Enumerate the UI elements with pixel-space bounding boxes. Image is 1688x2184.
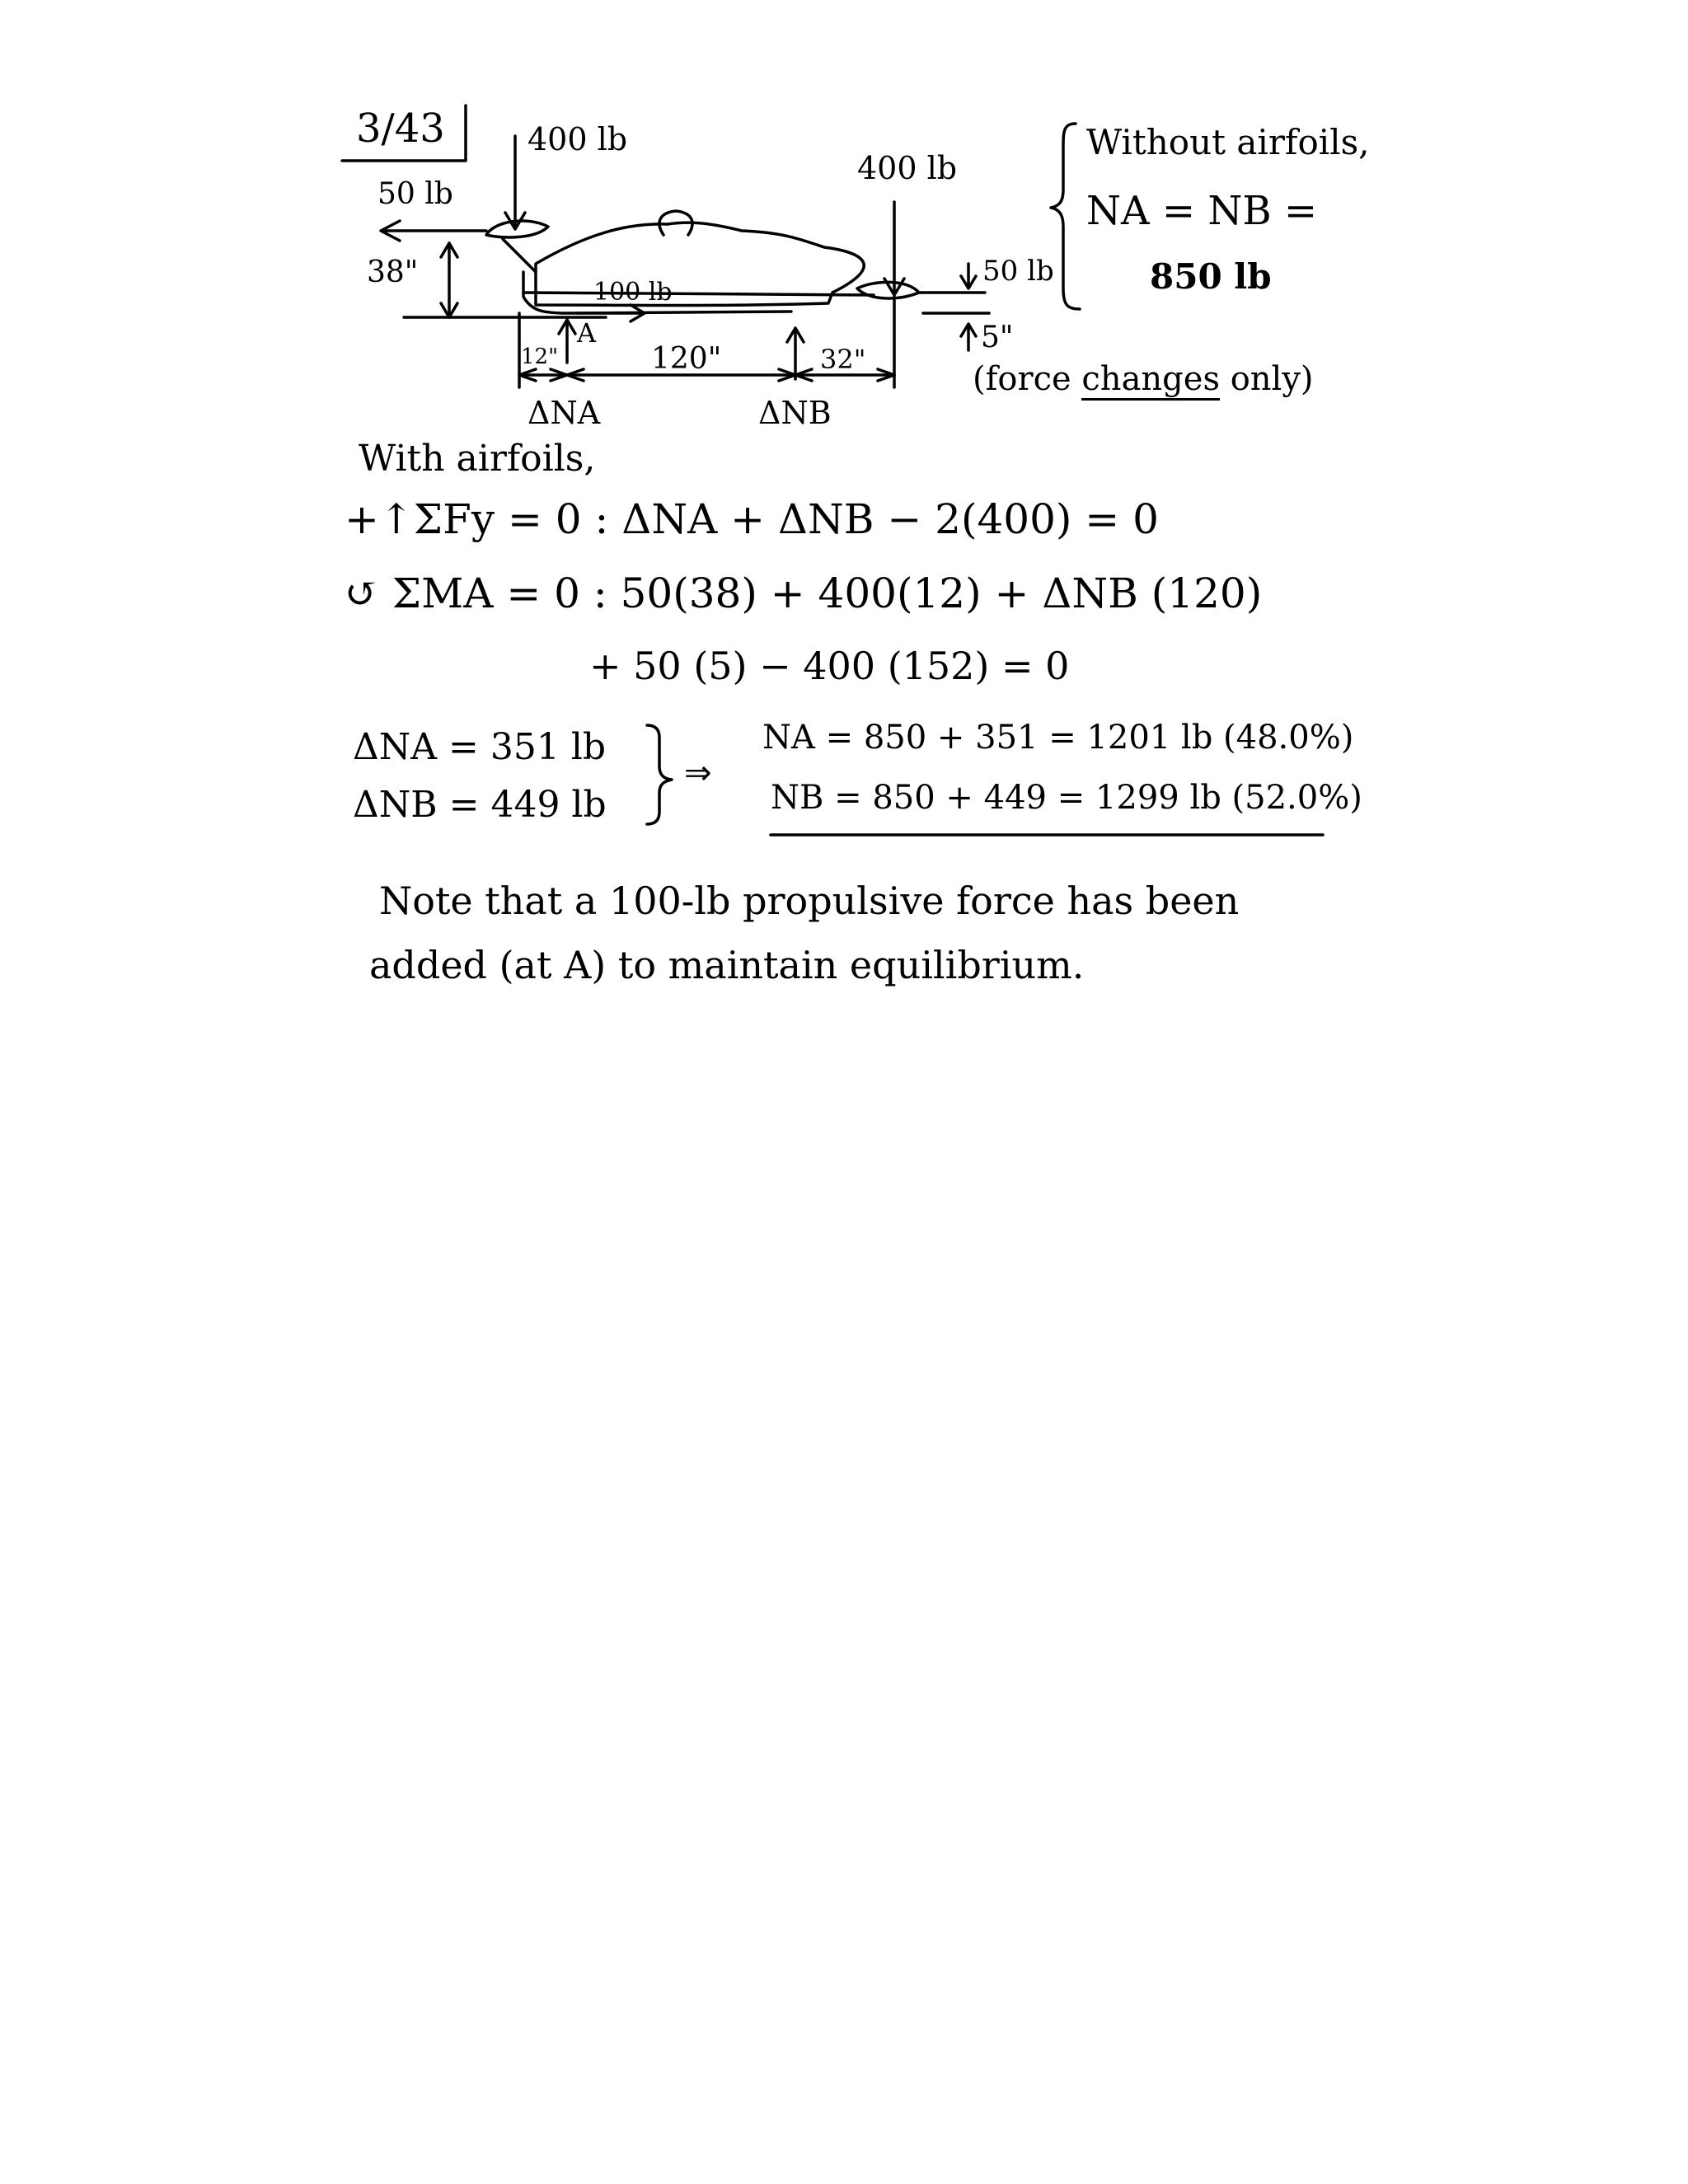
dim-120-label: 120"	[651, 342, 722, 376]
sidebar-note	[973, 360, 1314, 398]
sidebar-brace	[1051, 124, 1080, 309]
dim-5-label: 5"	[981, 321, 1014, 354]
sidebar-line2: 850 lb	[1150, 256, 1272, 297]
final-na: NA = 850 + 351 = 1201 lb (48.0%)	[762, 719, 1354, 757]
rear-load-label: 400 lb	[857, 150, 958, 186]
note-line2: added (at A) to maintain equilibrium.	[369, 943, 1085, 987]
final-nb: NB = 850 + 449 = 1299 lb (52.0%)	[771, 779, 1362, 817]
rear-drag-label: 50 lb	[982, 255, 1054, 288]
problem-number: 3/43	[356, 105, 445, 152]
sidebar-line1: NA = NB =	[1086, 188, 1318, 234]
note-underlined: changes	[1081, 360, 1220, 401]
point-a-label: A	[577, 317, 597, 349]
note-prefix: (force	[973, 360, 1082, 398]
result-delta-nb: ΔNB = 449 lb	[353, 784, 607, 826]
moment-equation-line2: + 50 (5) − 400 (152) = 0	[589, 644, 1070, 688]
result-delta-na: ΔNA = 351 lb	[353, 726, 607, 768]
sidebar-heading: Without airfoils,	[1086, 122, 1370, 162]
front-airfoil-strut	[503, 239, 536, 272]
solution-intro: With airfoils,	[359, 438, 596, 480]
car-floor	[523, 293, 874, 295]
delta-na-label: ΔNA	[528, 395, 601, 431]
dim-32-label: 32"	[820, 344, 866, 375]
force-equation: +↑ΣFy = 0 : ΔNA + ΔNB − 2(400) = 0	[345, 495, 1159, 543]
note-line1: Note that a 100-lb propulsive force has been	[379, 879, 1240, 923]
height-dim-label: 38"	[367, 255, 419, 289]
implies-arrow: ⇒	[684, 754, 712, 792]
delta-nb-label: ΔNB	[758, 395, 832, 431]
front-drag-label: 50 lb	[377, 177, 453, 211]
results-brace	[647, 725, 672, 824]
propulsive-label: 100 lb	[593, 278, 673, 307]
note-suffix: only)	[1219, 360, 1314, 398]
moment-equation-line1: ↺ ΣMA = 0 : 50(38) + 400(12) + ΔNB (120)	[345, 569, 1263, 617]
front-load-label: 400 lb	[528, 121, 628, 157]
dim-12-label: 12"	[521, 344, 559, 369]
